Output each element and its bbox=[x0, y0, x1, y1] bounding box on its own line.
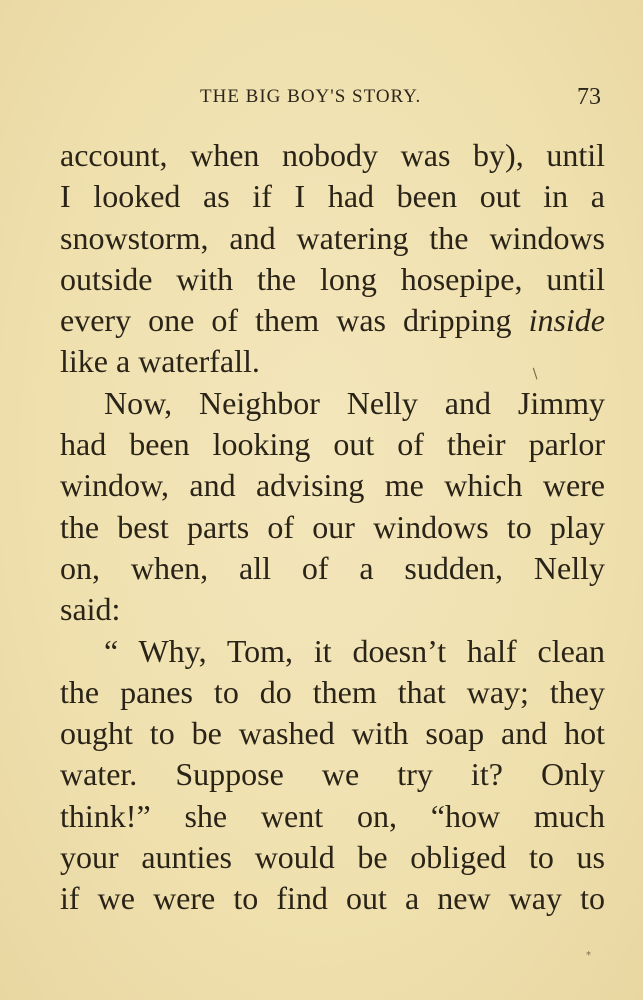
text-line: the panes to do them that way; they bbox=[60, 673, 605, 710]
text-line bbox=[60, 300, 605, 341]
text-line: window, and advising me which were bbox=[60, 467, 605, 504]
text-line: “ Why, Tom, it doesn’t half clean bbox=[104, 632, 605, 669]
text-line: ought to be washed with soap and hot bbox=[60, 715, 605, 752]
stray-mark: / bbox=[528, 366, 542, 382]
text-line: your aunties would be obliged to us bbox=[60, 839, 605, 876]
text-line: outside with the long hosepipe, until bbox=[60, 260, 605, 297]
running-title: THE BIG BOY'S STORY. bbox=[200, 86, 422, 107]
text-line: think!” she went on, “how much bbox=[60, 797, 605, 834]
text-line-start: every one of them was dripping bbox=[60, 302, 529, 339]
text-line: like a waterfall. bbox=[60, 343, 260, 380]
text-line: on, when, all of a sudden, Nelly bbox=[60, 549, 605, 586]
text-line: I looked as if I had been out in a bbox=[60, 178, 605, 215]
text-line: had been looking out of their parlor bbox=[60, 426, 605, 463]
stray-mark: * bbox=[586, 950, 591, 961]
text-line: account, when nobody was by), until bbox=[60, 137, 605, 173]
text-line: Now, Neighbor Nelly and Jimmy bbox=[104, 384, 605, 421]
text-line: if we were to find out a new way to bbox=[60, 880, 605, 917]
italic-word: inside bbox=[528, 302, 605, 339]
text-line: snowstorm, and watering the windows bbox=[60, 219, 605, 256]
page-number: 73 bbox=[577, 84, 601, 110]
text-line: the best parts of our windows to play bbox=[60, 508, 605, 545]
text-line: said: bbox=[60, 591, 121, 628]
body-text bbox=[60, 135, 605, 920]
text-line: water. Suppose we try it? Only bbox=[60, 756, 605, 793]
